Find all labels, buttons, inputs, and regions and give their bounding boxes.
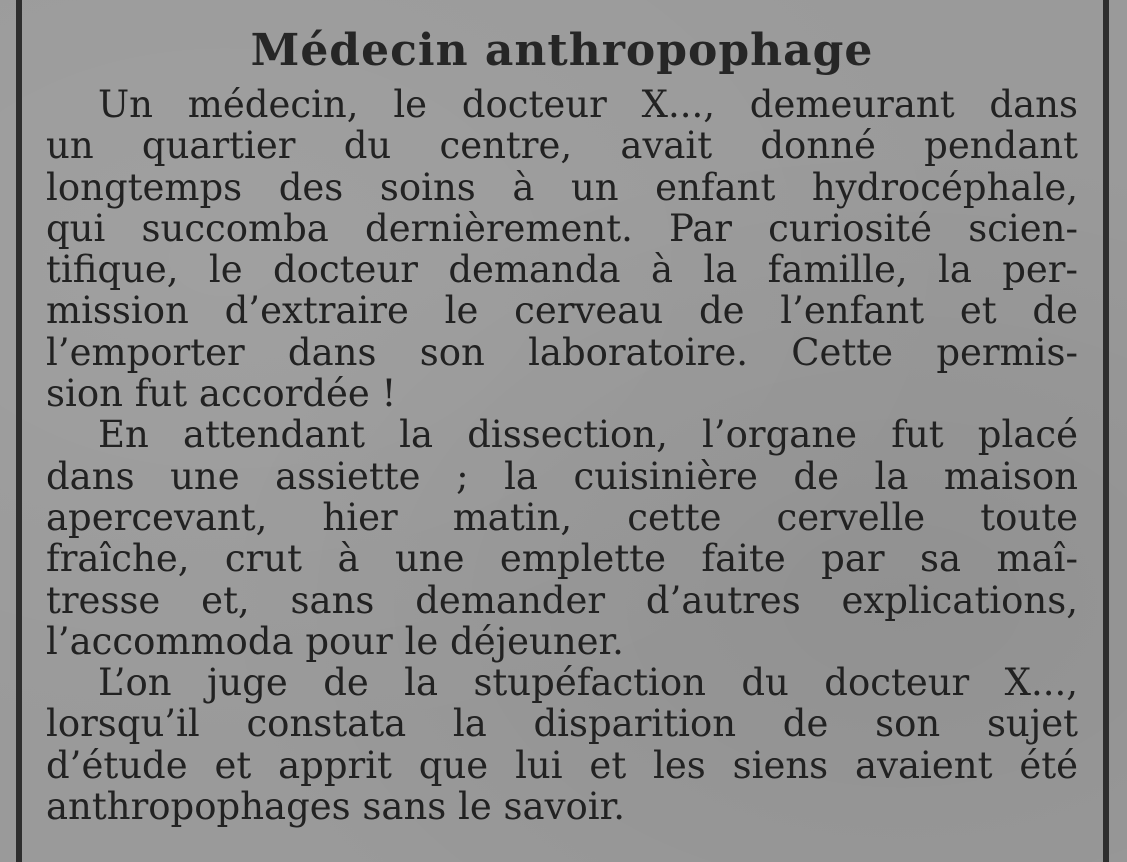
text-line: En attendant la dissection, l’organe fut placé	[98, 413, 1078, 457]
text-line: qui succomba dernièrement. Par curiosité scien-	[46, 206, 1078, 250]
text-line: d’étude et apprit que lui et les siens avaient été	[46, 743, 1078, 787]
paragraph-1	[46, 84, 1078, 414]
text-line: apercevant, hier matin, cette cervelle toute	[46, 495, 1078, 539]
text-line: fraîche, crut à une emplette faite par sa maî-	[46, 537, 1078, 581]
text-line: lorsqu’il constata la disparition de son sujet	[46, 702, 1078, 746]
text-line: tresse et, sans demander d’autres explications,	[46, 578, 1078, 622]
paragraph-2	[46, 414, 1078, 662]
column-rule-left	[16, 0, 22, 862]
text-line: anthropophages sans le savoir.	[46, 785, 625, 829]
article	[46, 22, 1078, 827]
article-headline: Médecin anthropophage	[250, 25, 874, 76]
paragraph-3	[46, 662, 1078, 827]
text-line: sion fut accordée !	[46, 372, 397, 416]
text-line: l’accommoda pour le déjeuner.	[46, 619, 624, 663]
text-line: un quartier du centre, avait donné pendant	[46, 124, 1078, 168]
text-line: dans une assiette ; la cuisinière de la maison	[46, 454, 1078, 498]
text-line: tifique, le docteur demanda à la famille, la per-	[46, 248, 1078, 292]
column-rule-right	[1103, 0, 1109, 862]
text-line: l’emporter dans son laboratoire. Cette permis-	[46, 330, 1078, 374]
text-line: L’on juge de la stupéfaction du docteur X...,	[98, 661, 1078, 705]
text-line: longtemps des soins à un enfant hydrocéphale,	[46, 165, 1078, 209]
text-line: mission d’extraire le cerveau de l’enfant et de	[46, 289, 1078, 333]
text-line: Un médecin, le docteur X..., demeurant dans	[98, 83, 1078, 126]
